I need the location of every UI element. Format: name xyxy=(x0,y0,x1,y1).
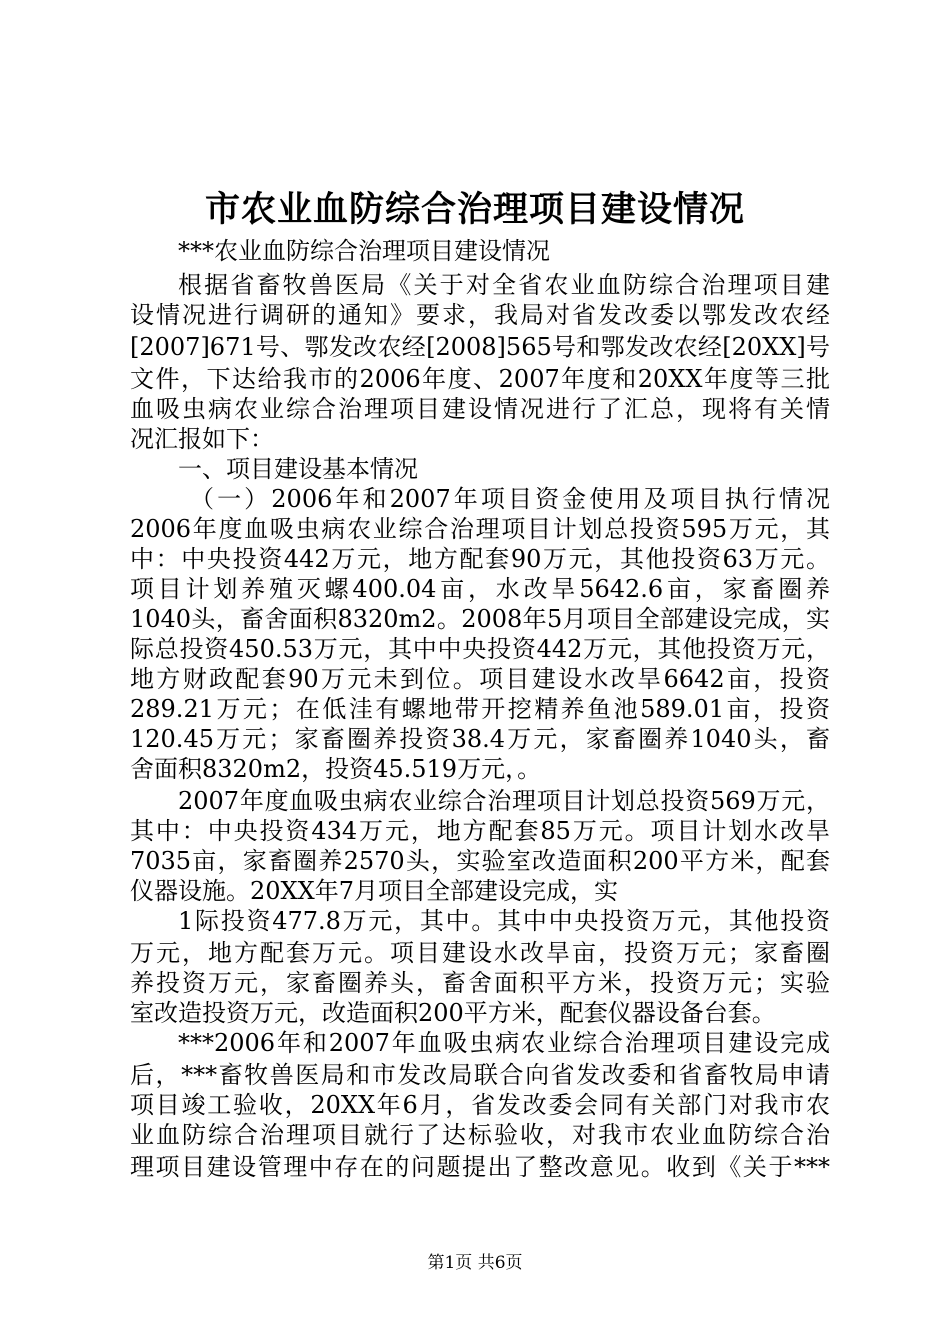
body-line: 舍面积8320m2，投资45.519万元，。 xyxy=(130,755,542,783)
body-line: 其中：中央投资434万元，地方配套85万元。项目计划水改旱 xyxy=(130,817,830,845)
page-number-footer: 第1页 共6页 xyxy=(427,1253,523,1273)
body-line: 况汇报如下： xyxy=(130,425,274,453)
body-line: 后，***畜牧兽医局和市发改局联合向省发改委和省畜牧局申请 xyxy=(130,1061,830,1089)
body-line: 2006年度血吸虫病农业综合治理项目计划总投资595万元，其 xyxy=(130,515,830,543)
body-line: 际总投资450.53万元，其中中央投资442万元，其他投资万元， xyxy=(130,635,830,663)
body-line: 项目竣工验收，20XX年6月，省发改委会同有关部门对我市农 xyxy=(130,1091,830,1119)
body-line: 项目计划养殖灭螺400.04亩，水改旱5642.6亩，家畜圈养 xyxy=(130,575,830,603)
body-line: 室改造投资万元，改造面积200平方米，配套仪器设备台套。 xyxy=(130,999,776,1027)
body-line: 文件，下达给我市的2006年度、2007年度和20XX年度等三批 xyxy=(130,365,830,393)
document-title: 市农业血防综合治理项目建设情况 xyxy=(204,190,745,230)
body-line: 仪器设施。20XX年7月项目全部建设完成，实 xyxy=(130,877,618,905)
body-line: 7035亩，家畜圈养2570头，实验室改造面积200平方米，配套 xyxy=(130,847,830,875)
body-line: 根据省畜牧兽医局《关于对全省农业血防综合治理项目建 xyxy=(178,271,830,299)
body-line: 中：中央投资442万元，地方配套90万元，其他投资63万元。 xyxy=(130,545,830,573)
body-line: 1际投资477.8万元，其中。其中中央投资万元，其他投资 xyxy=(178,907,830,935)
section-heading: 一、项目建设基本情况 xyxy=(178,455,418,483)
body-line: 120.45万元；家畜圈养投资38.4万元，家畜圈养1040头，畜 xyxy=(130,725,830,753)
body-line: 养投资万元，家畜圈养头，畜舍面积平方米，投资万元；实验 xyxy=(130,969,830,997)
body-line: 289.21万元；在低洼有螺地带开挖精养鱼池589.01亩，投资 xyxy=(130,695,830,723)
body-line: 1040头，畜舍面积8320m2。2008年5月项目全部建设完成，实 xyxy=(130,605,830,633)
body-line: ***农业血防综合治理项目建设情况 xyxy=(178,237,550,265)
body-line: 理项目建设管理中存在的问题提出了整改意见。收到《关于*** xyxy=(130,1153,830,1181)
body-line: 设情况进行调研的通知》要求，我局对省发改委以鄂发改农经 xyxy=(130,301,830,329)
body-line: 万元，地方配套万元。项目建设水改旱亩，投资万元；家畜圈 xyxy=(130,939,830,967)
body-line: 地方财政配套90万元未到位。项目建设水改旱6642亩，投资 xyxy=(130,665,830,693)
body-line: 2007年度血吸虫病农业综合治理项目计划总投资569万元， xyxy=(178,787,830,815)
body-line: 血吸虫病农业综合治理项目建设情况进行了汇总，现将有关情 xyxy=(130,395,830,423)
subsection-heading: （一）2006年和2007年项目资金使用及项目执行情况 xyxy=(190,485,830,513)
body-line: [2007]671号、鄂发改农经[2008]565号和鄂发改农经[20XX]号 xyxy=(130,333,830,361)
body-line: 业血防综合治理项目就行了达标验收，对我市农业血防综合治 xyxy=(130,1121,830,1149)
body-line: ***2006年和2007年血吸虫病农业综合治理项目建设完成 xyxy=(178,1029,830,1057)
